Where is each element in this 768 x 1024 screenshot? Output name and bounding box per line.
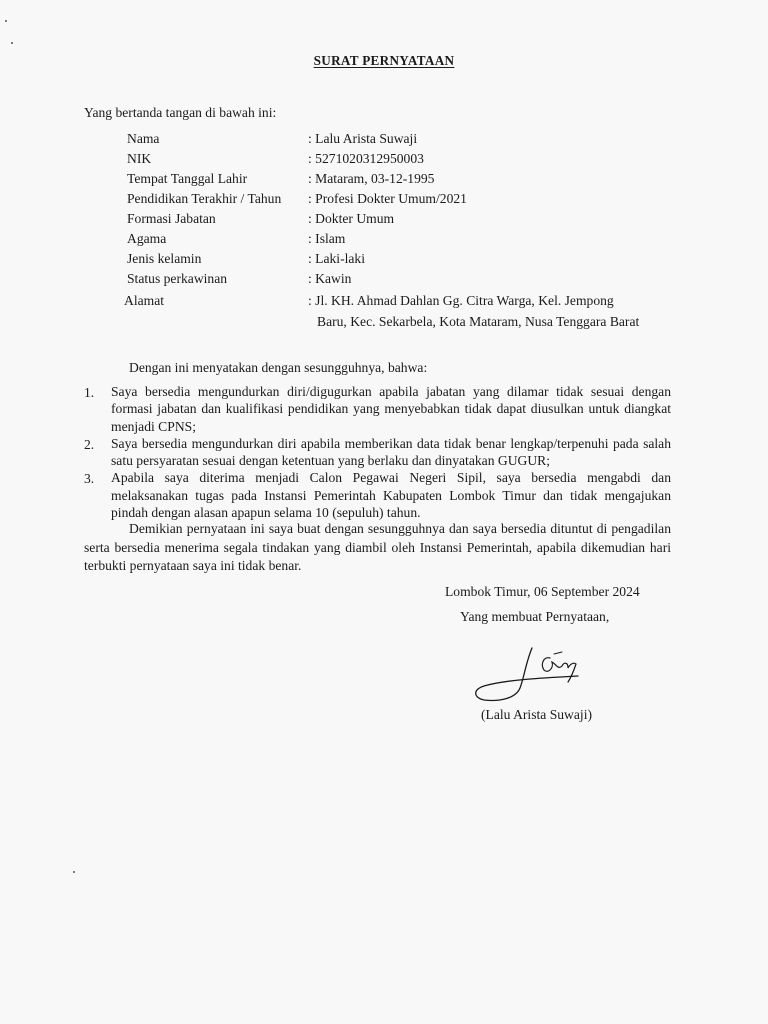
- point-text: Saya bersedia mengundurkan diri/digugurkan apabila jabatan yang dilamar tidak sesuai dengan formasi jabatan dan kualifikasi pendidikan yang menyebabkan tidak dapat diusulkan untuk diangkat menjadi CPNS;: [111, 384, 671, 434]
- field-row-birth: [0, 169, 768, 189]
- field-value: : Laki-laki: [308, 251, 365, 266]
- field-label: Status perkawinan: [127, 271, 228, 286]
- field-row-marital: [0, 269, 768, 289]
- field-row-gender: [0, 249, 768, 269]
- field-label: Nama: [127, 131, 160, 146]
- field-row-education: [0, 189, 768, 209]
- field-value: : Mataram, 03-12-1995: [308, 171, 435, 186]
- field-label: Tempat Tanggal Lahir: [127, 171, 248, 186]
- point-number: 1.: [84, 385, 95, 400]
- field-row-nik: [0, 149, 768, 169]
- field-label: Formasi Jabatan: [127, 211, 216, 226]
- identity-fields: [0, 129, 768, 317]
- field-row-name: [0, 129, 768, 149]
- field-row-religion: [0, 229, 768, 249]
- field-label: Alamat: [124, 293, 165, 308]
- field-label: Pendidikan Terakhir / Tahun: [127, 191, 282, 206]
- address-continuation: Baru, Kec. Sekarbela, Kota Mataram, Nusa Tenggara Barat: [317, 314, 640, 329]
- scan-speck: [11, 42, 13, 44]
- field-label: Agama: [127, 231, 167, 246]
- point-number: 2.: [84, 436, 95, 452]
- closing-paragraph: Demikian pernyataan ini saya buat dengan sesungguhnya dan saya bersedia dituntut di pengadilan serta bersedia menerima segala tindakan yang diambil oleh Instansi Pemerintah, apabila dikemudian hari terbukti pernyataan saya ini tidak benar.: [84, 521, 671, 573]
- place-date: Lombok Timur, 06 September 2024: [445, 584, 640, 599]
- list-item: [0, 435, 768, 470]
- signer-name: (Lalu Arista Suwaji): [481, 707, 592, 722]
- field-label: NIK: [127, 151, 152, 166]
- field-value: : 5271020312950003: [308, 151, 424, 166]
- intro-text: Yang bertanda tangan di bawah ini:: [84, 105, 277, 120]
- field-value: : Kawin: [308, 271, 352, 286]
- point-number: 3.: [84, 471, 95, 487]
- signature-image: [470, 640, 600, 710]
- field-value: : Lalu Arista Suwaji: [308, 131, 418, 146]
- point-text: Apabila saya diterima menjadi Calon Pegawai Negeri Sipil, saya bersedia mengabdi dan melaksanakan tugas pada Instansi Pemerintah Kabupaten Lombok Timur dan tidak mengajukan pindah dengan alasan apapun selama 10 (sepuluh) tahun.: [111, 470, 671, 521]
- field-value: : Profesi Dokter Umum/2021: [308, 191, 467, 206]
- list-item: [0, 383, 768, 435]
- document-title: SURAT PERNYATAAN: [313, 53, 455, 68]
- list-item: [0, 469, 768, 521]
- field-label: Jenis kelamin: [127, 251, 202, 266]
- field-value: : Jl. KH. Ahmad Dahlan Gg. Citra Warga, Kel. Jempong: [308, 293, 614, 308]
- declaration-lead: Dengan ini menyatakan dengan sesungguhnya, bahwa:: [129, 360, 428, 375]
- point-text: Saya bersedia mengundurkan diri apabila memberikan data tidak benar lengkap/terpenuhi pada salah satu persyaratan sesuai dengan ketentuan yang berlaku dan dinyatakan GUGUR;: [111, 435, 671, 469]
- field-value: : Islam: [308, 231, 346, 246]
- field-row-position: [0, 209, 768, 229]
- scan-speck: [5, 20, 7, 22]
- field-value: : Dokter Umum: [308, 211, 395, 226]
- declaration-points: [0, 383, 768, 521]
- scan-speck: [73, 871, 75, 873]
- signer-label: Yang membuat Pernyataan,: [460, 609, 610, 624]
